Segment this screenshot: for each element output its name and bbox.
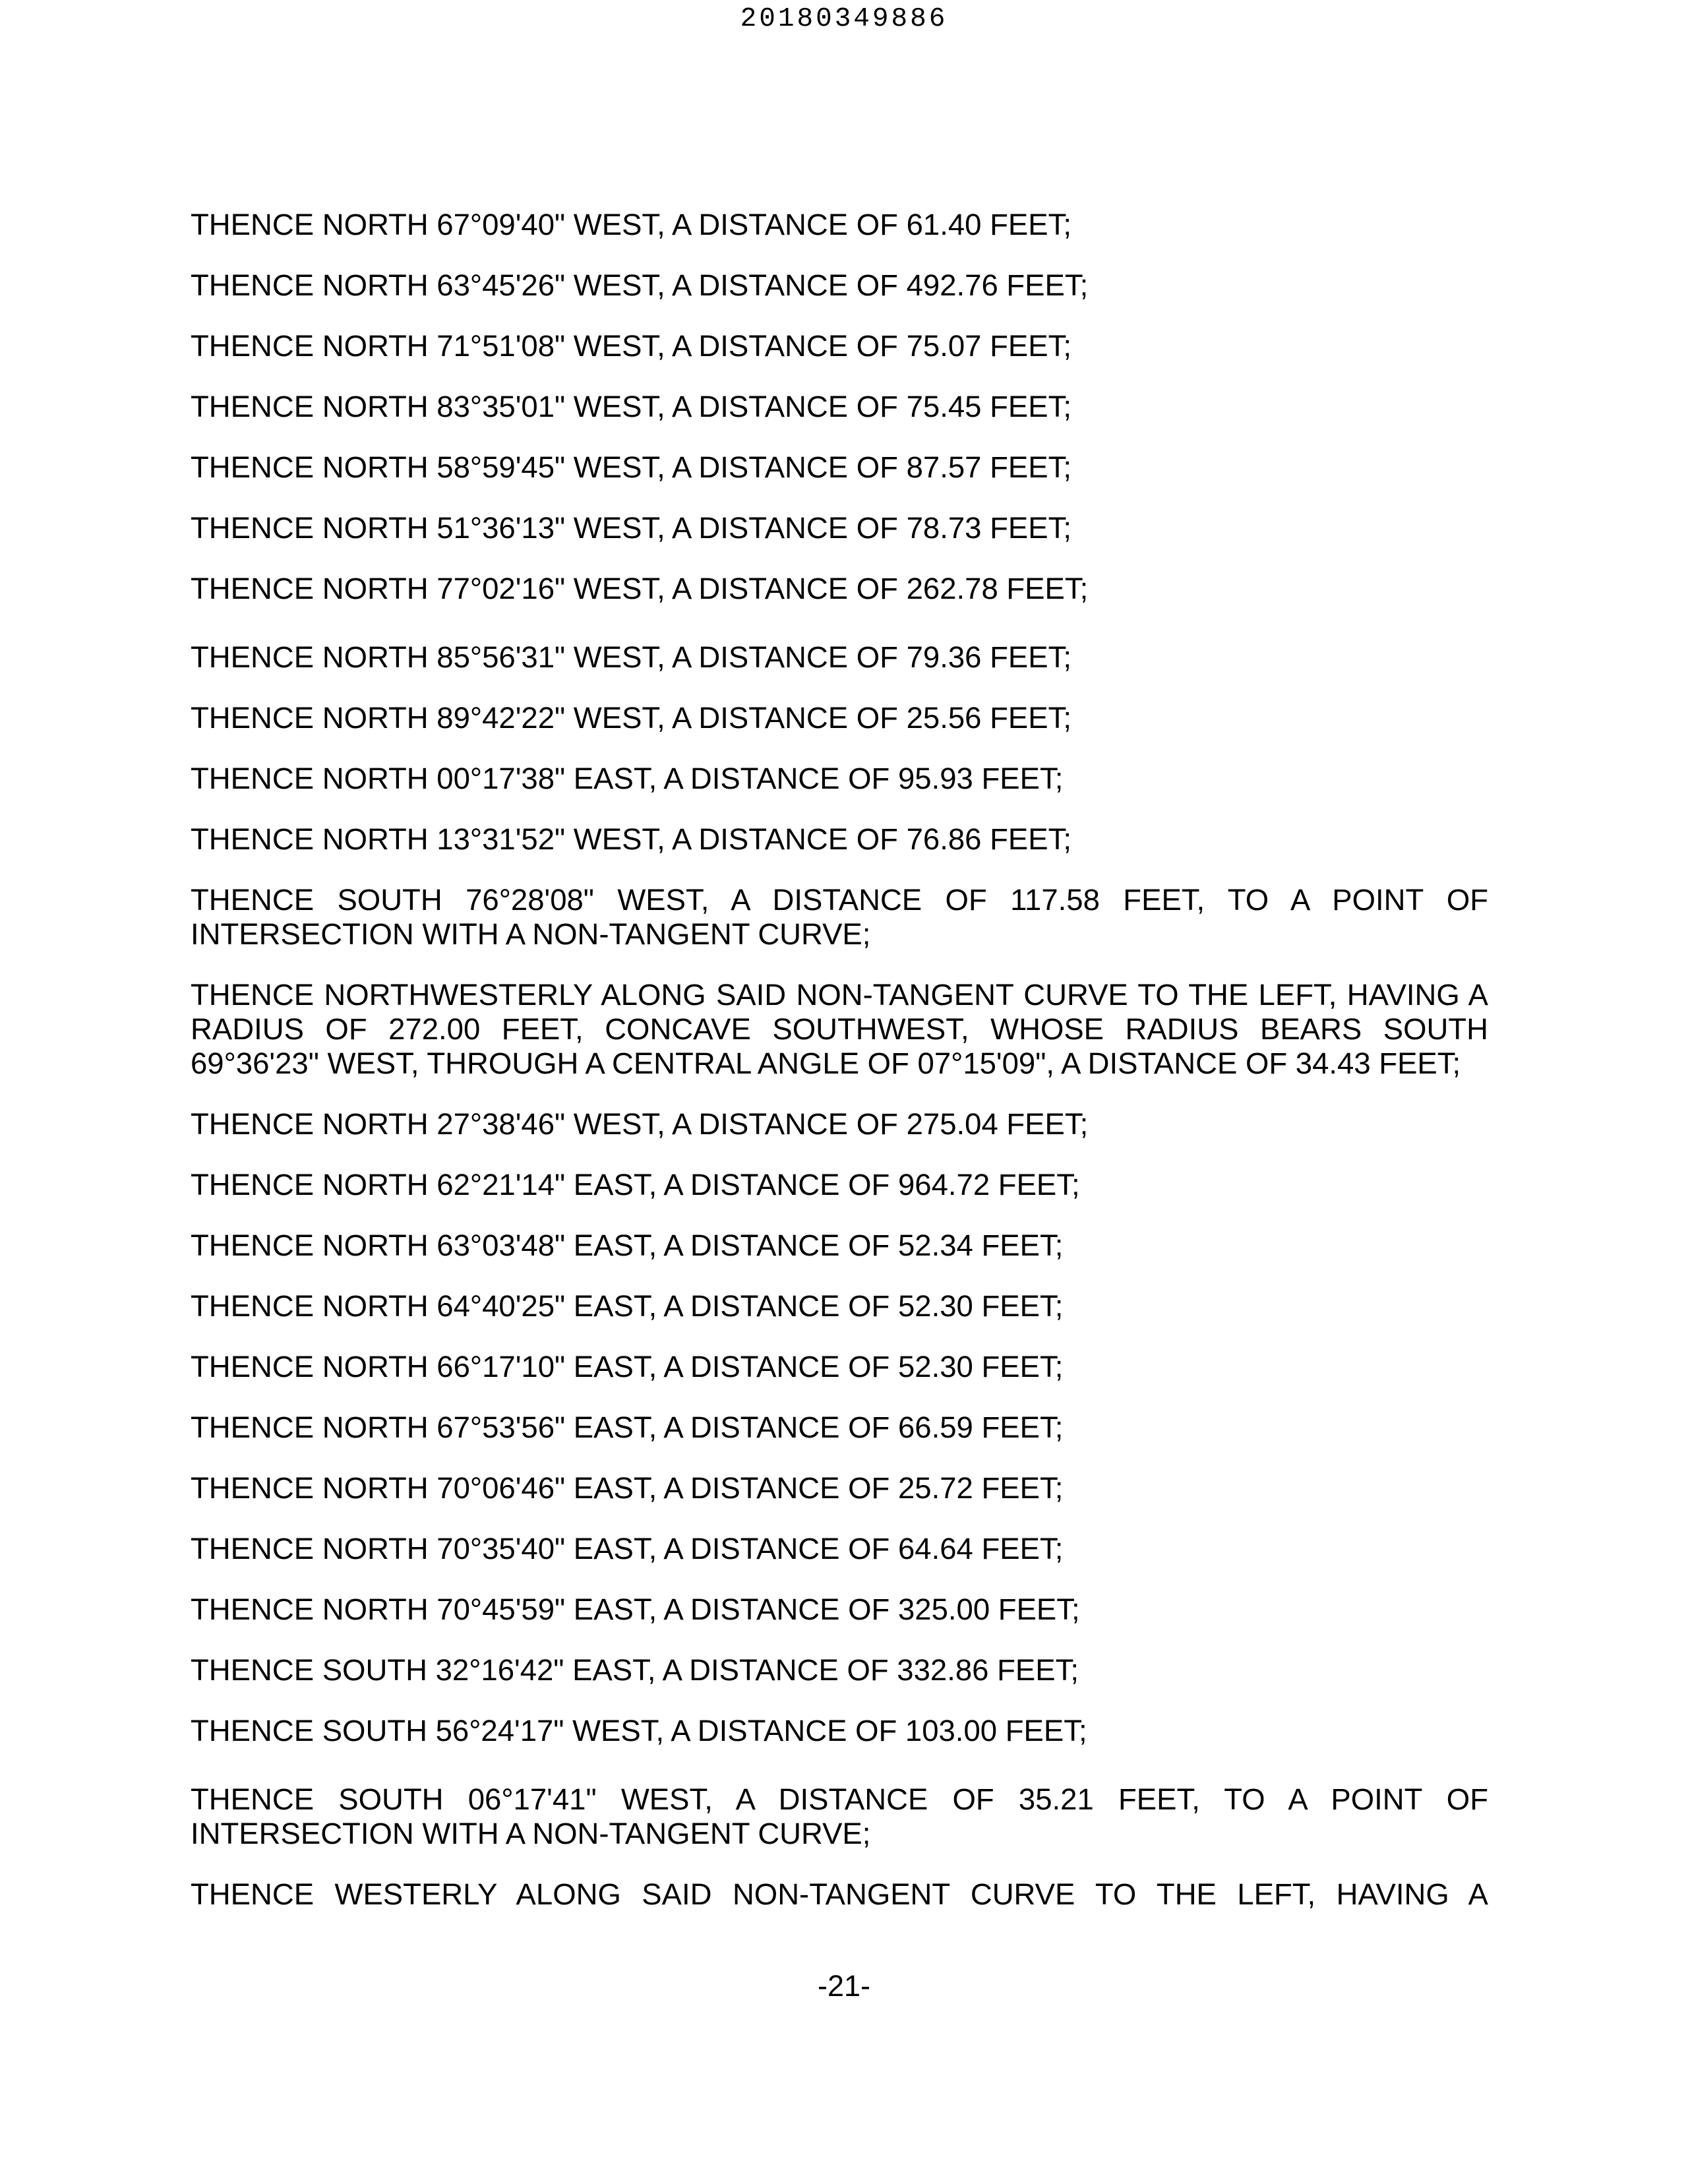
course-paragraph: THENCE NORTH 70°06'46" EAST, A DISTANCE OF 25.72 FEET; <box>191 1471 1064 1505</box>
curve-paragraph: THENCE NORTHWESTERLY ALONG SAID NON-TANGENT CURVE TO THE LEFT, HAVING A RADIUS OF 272.00 FEET, CONCAVE SOUTHWEST, WHOSE RADIUS BEARS SOUTH 69°36'23" WEST, THROUGH A CENTRAL ANGLE OF 07°15'09", A DISTANCE OF 34.43 FEET; <box>191 978 1488 1080</box>
course-paragraph: THENCE NORTH 27°38'46" WEST, A DISTANCE OF 275.04 FEET; <box>191 1107 1089 1141</box>
course-paragraph: THENCE NORTH 13°31'52" WEST, A DISTANCE OF 76.86 FEET; <box>191 822 1071 856</box>
legal-description <box>191 208 1488 1912</box>
curve-paragraph: THENCE WESTERLY ALONG SAID NON-TANGENT CURVE TO THE LEFT, HAVING A <box>191 1877 1488 1911</box>
course-paragraph: THENCE NORTH 51°36'13" WEST, A DISTANCE OF 78.73 FEET; <box>191 511 1071 545</box>
course-paragraph: THENCE NORTH 63°45'26" WEST, A DISTANCE OF 492.76 FEET; <box>191 268 1089 302</box>
course-paragraph: THENCE NORTH 67°53'56" EAST, A DISTANCE OF 66.59 FEET; <box>191 1410 1064 1444</box>
course-paragraph: THENCE SOUTH 32°16'42" EAST, A DISTANCE OF 332.86 FEET; <box>191 1653 1079 1687</box>
course-paragraph: THENCE NORTH 64°40'25" EAST, A DISTANCE OF 52.30 FEET; <box>191 1289 1064 1323</box>
course-paragraph: THENCE NORTH 70°35'40" EAST, A DISTANCE OF 64.64 FEET; <box>191 1532 1064 1565</box>
course-paragraph: THENCE SOUTH 06°17'41" WEST, A DISTANCE OF 35.21 FEET, TO A POINT OF INTERSECTION WITH A NON-TANGENT CURVE; <box>191 1782 1488 1850</box>
course-paragraph: THENCE NORTH 70°45'59" EAST, A DISTANCE OF 325.00 FEET; <box>191 1592 1080 1626</box>
course-paragraph: THENCE NORTH 83°35'01" WEST, A DISTANCE OF 75.45 FEET; <box>191 390 1071 423</box>
course-paragraph: THENCE NORTH 85°56'31" WEST, A DISTANCE OF 79.36 FEET; <box>191 640 1071 674</box>
course-paragraph: THENCE NORTH 71°51'08" WEST, A DISTANCE OF 75.07 FEET; <box>191 329 1071 363</box>
course-paragraph: THENCE NORTH 63°03'48" EAST, A DISTANCE OF 52.34 FEET; <box>191 1228 1064 1262</box>
course-paragraph: THENCE NORTH 67°09'40" WEST, A DISTANCE OF 61.40 FEET; <box>191 208 1071 241</box>
course-paragraph: THENCE NORTH 77°02'16" WEST, A DISTANCE OF 262.78 FEET; <box>191 572 1089 605</box>
course-paragraph: THENCE SOUTH 56°24'17" WEST, A DISTANCE OF 103.00 FEET; <box>191 1714 1087 1747</box>
course-paragraph: THENCE NORTH 89°42'22" WEST, A DISTANCE OF 25.56 FEET; <box>191 701 1071 735</box>
course-paragraph: THENCE NORTH 00°17'38" EAST, A DISTANCE OF 95.93 FEET; <box>191 762 1064 795</box>
document-number: 20180349886 <box>740 4 948 34</box>
course-paragraph: THENCE SOUTH 76°28'08" WEST, A DISTANCE OF 117.58 FEET, TO A POINT OF INTERSECTION WITH A NON-TANGENT CURVE; <box>191 883 1488 951</box>
course-paragraph: THENCE NORTH 66°17'10" EAST, A DISTANCE OF 52.30 FEET; <box>191 1350 1064 1383</box>
page-number: -21- <box>817 1969 871 2003</box>
course-paragraph: THENCE NORTH 58°59'45" WEST, A DISTANCE OF 87.57 FEET; <box>191 450 1071 484</box>
course-paragraph: THENCE NORTH 62°21'14" EAST, A DISTANCE OF 964.72 FEET; <box>191 1168 1080 1201</box>
